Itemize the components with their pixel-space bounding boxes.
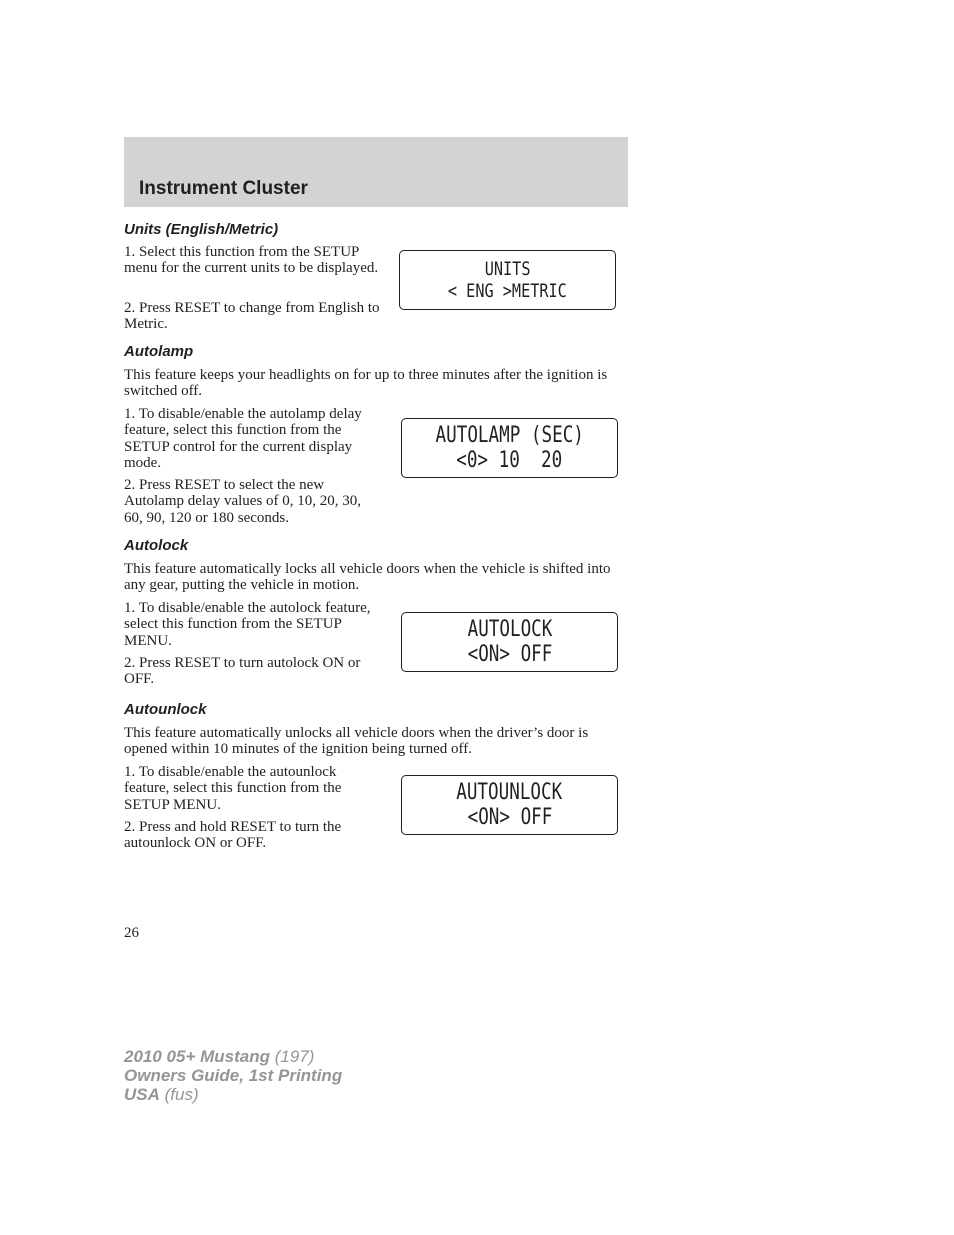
autolock-heading: Autolock [124,537,189,554]
autolock-display-line-1: AUTOLOCK [467,617,552,642]
autolamp-display-line-1: AUTOLAMP (SEC) [435,423,584,448]
autolamp-heading: Autolamp [124,343,194,360]
units-display-line-2: < ENG >METRIC [448,280,567,302]
autolamp-display [401,418,618,478]
footer-market: USA [124,1085,160,1104]
autounlock-heading: Autounlock [124,701,207,718]
autolock-display [401,612,618,672]
footer-line-2 [124,1066,342,1085]
autounlock-step-2: 2. Press and hold RESET to turn the autounlock ON or OFF. [124,819,342,852]
units-step-2: 2. Press RESET to change from English to Metric. [124,300,380,333]
autolamp-step-2: 2. Press RESET to select the new Autolamp delay values of 0, 10, 20, 30, 60, 90, 120 or 180 seconds. [124,477,362,526]
autounlock-step-1: 1. To disable/enable the autounlock feature, select this function from the SETUP MENU. [124,764,342,813]
autolamp-intro: This feature keeps your headlights on for up to three minutes after the ignition is switched off. [124,367,608,400]
autounlock-display-line-2: <ON> OFF [467,805,552,830]
footer-market-code: (fus) [164,1085,199,1104]
page-number: 26 [124,925,139,941]
autolock-step-1: 1. To disable/enable the autolock feature, select this function from the SETUP MENU. [124,600,371,649]
footer-model-code: (197) [274,1047,315,1066]
footer-guide: Owners Guide, 1st Printing [124,1066,343,1085]
autolamp-step-1: 1. To disable/enable the autolamp delay feature, select this function from the SETUP control for the current display mode. [124,406,362,472]
units-display [399,250,616,310]
units-display-line-1: UNITS [484,258,531,280]
page-title: Instrument Cluster [139,178,308,199]
autolock-step-2: 2. Press RESET to turn autolock ON or OFF. [124,655,361,688]
autounlock-display-line-1: AUTOUNLOCK [456,780,563,805]
footer-model: 2010 05+ Mustang [124,1047,270,1066]
section-header-band [124,137,628,207]
autounlock-display [401,775,618,835]
autolock-display-line-2: <ON> OFF [467,642,552,667]
footer-line-1 [124,1047,342,1066]
print-footer [124,1047,342,1104]
footer-line-3 [124,1085,342,1104]
autounlock-intro: This feature automatically unlocks all vehicle doors when the driver’s door is opened within 10 minutes of the ignition being turned off. [124,725,589,758]
autolock-intro: This feature automatically locks all vehicle doors when the vehicle is shifted into any gear, putting the vehicle in motion. [124,561,611,594]
autolamp-display-line-2: <0> 10 20 [456,448,563,473]
units-heading: Units (English/Metric) [124,221,279,238]
units-step-1: 1. Select this function from the SETUP menu for the current units to be displayed. [124,244,379,277]
